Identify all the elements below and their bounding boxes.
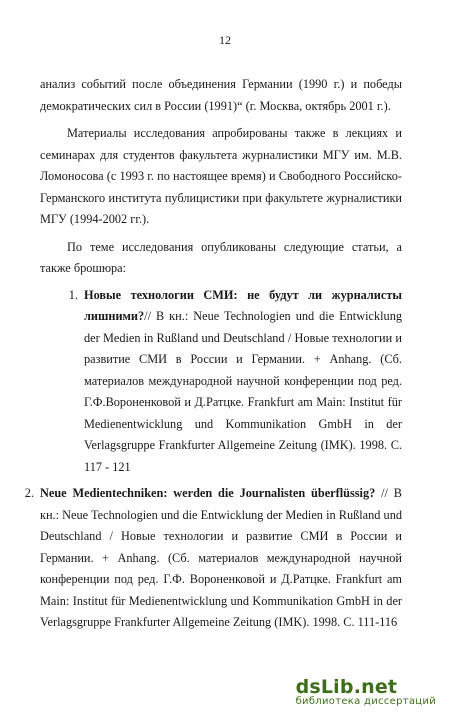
watermark-brand: dsLib.net <box>295 676 398 698</box>
publication-title: Neue Medientechniken: werden die Journalisten überflüssig? <box>40 486 376 500</box>
publication-entry <box>84 285 402 479</box>
publication-reference: // В кн.: Neue Technologien und die Entwicklung der Medien in Rußland und Deutschland / Новые технологии и развитие СМИ в России и Германии. + Anhang. (Сб. материалов международной научной конференции под ред. Г.Ф.Вороненковой и Д.Ратцке. Frankfurt am Main: Institut für Medienentwicklung und Kommunikation GmbH in der Verlagsgruppe Frankfurter Allgemeine Zeitung (IMK). 1998. С. 117 - 121 <box>84 309 402 474</box>
paragraph-continuation: анализ событий после объединения Германии (1990 г.) и победы демократических сил в России (1991)“ (г. Москва, октябрь 2001 г.). <box>40 77 402 113</box>
page-number: 12 <box>219 33 231 47</box>
publication-number: 2. <box>24 486 34 500</box>
publication-entry <box>40 483 402 634</box>
paragraph-approbation: Материалы исследования апробированы также в лекциях и семинарах для студентов факультета журналистики МГУ им. М.В. Ломоносова (с 1993 г. по настоящее время) и Свободного Российско-Германского института публицистики при факультете журналистики МГУ (1994-2002 гг.). <box>40 126 402 226</box>
document-body <box>24 74 402 634</box>
watermark-tagline: библиотека диссертаций <box>295 696 436 707</box>
dslib-watermark <box>296 676 436 707</box>
publication-reference: // В кн.: Neue Technologien und die Entwicklung der Medien in Rußland und Deutschland / Новые технологии и развитие СМИ в России и Германии. + Anhang. (Сб. материалов международной научной конференции под ред. Г.Ф. Вороненковой и Д.Ратцке. Frankfurt am Main: Institut für Medienentwicklung und Kommunikation GmbH in der Verlagsgruppe Frankfurter Allgemeine Zeitung (IMK). 1998. С. 111-116 <box>40 486 402 629</box>
paragraph-publications-intro: По теме исследования опубликованы следующие статьи, а также брошюра: <box>40 239 402 275</box>
publication-item <box>40 285 402 479</box>
publication-item <box>0 483 402 634</box>
publication-list <box>24 285 402 634</box>
publication-title: Новые технологии СМИ: не будут ли журналисты лишними? <box>84 287 402 323</box>
publication-number: 1. <box>68 287 78 302</box>
